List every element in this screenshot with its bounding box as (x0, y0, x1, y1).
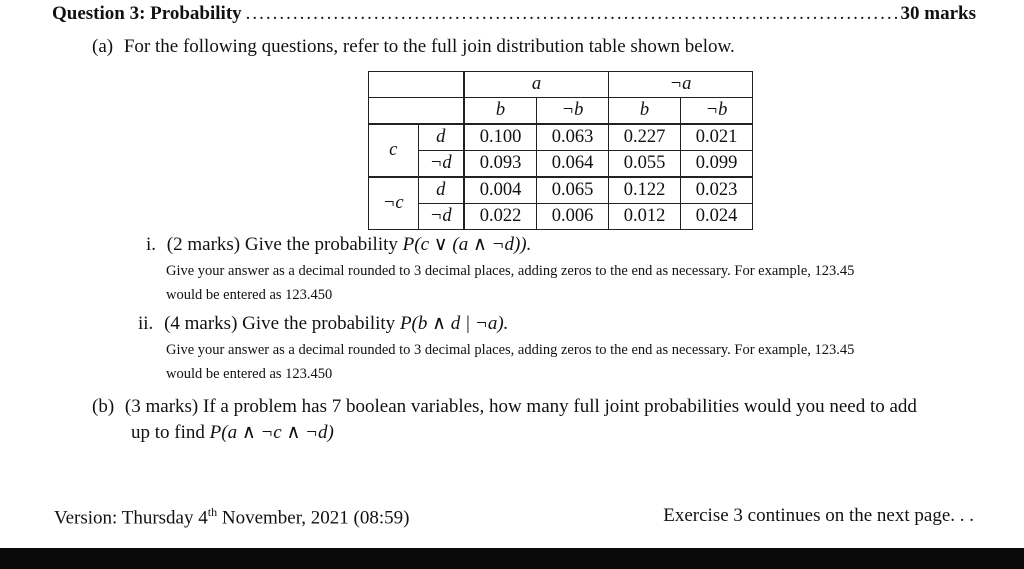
part-a-intro (92, 36, 735, 58)
row-label: d (418, 124, 464, 151)
subquestion-marks: (2 marks) (166, 234, 241, 255)
table-cell: 0.063 (537, 124, 609, 151)
version-suffix: November, 2021 (08:59) (217, 507, 410, 529)
group-label-not-c: ¬c (369, 177, 419, 230)
row-label: ¬d (418, 204, 464, 230)
subheader-not-b: ¬b (537, 98, 609, 125)
group-label-c: c (369, 124, 419, 177)
question-marks: 30 marks (900, 3, 976, 24)
table-cell: 0.100 (464, 124, 537, 151)
table-cell: 0.022 (464, 204, 537, 230)
table-cell: 0.021 (681, 124, 753, 151)
table-cell: 0.099 (681, 151, 753, 178)
answer-instructions: Give your answer as a decimal rounded to 3 decimal places, adding zeros to the end as necessary. For example, 123.45 (166, 342, 855, 358)
table-cell: 0.024 (681, 204, 753, 230)
subquestion-i (146, 233, 531, 256)
subquestion-text: Give the probability (242, 313, 396, 334)
subheader-b: b (609, 98, 681, 125)
part-b-line2 (131, 421, 334, 444)
header-not-a: ¬a (609, 72, 753, 98)
table-cell: 0.012 (609, 204, 681, 230)
table-row (369, 177, 753, 204)
table-corner-cell (369, 98, 465, 125)
dot-leader (246, 3, 897, 25)
table-row (369, 204, 753, 230)
part-a-label: (a) (92, 36, 114, 57)
answer-instructions: Give your answer as a decimal rounded to 3 decimal places, adding zeros to the end as necessary. For example, 123.45 (166, 263, 855, 279)
subquestion-number: ii. (138, 313, 154, 334)
table-cell: 0.006 (537, 204, 609, 230)
probability-expression: P(c ∨ (a ∧ ¬d)). (402, 234, 532, 255)
table-cell: 0.004 (464, 177, 537, 204)
probability-expression: P(b ∧ d | ¬a). (399, 313, 509, 334)
version-prefix: Version: Thursday 4 (54, 507, 208, 529)
version-superscript: th (207, 505, 218, 519)
table-subheader-row (369, 98, 753, 125)
part-b-label: (b) (92, 396, 115, 417)
part-b-line1 (92, 396, 917, 418)
table-cell: 0.055 (609, 151, 681, 178)
joint-distribution-table (368, 71, 753, 230)
row-label: d (418, 177, 464, 204)
question-header (52, 3, 976, 29)
subquestion-text: Give the probability (244, 234, 398, 255)
question-title: Question 3: Probability (52, 3, 242, 24)
part-a-intro-text: For the following questions, refer to the full join distribution table shown below. (123, 36, 735, 57)
probability-expression: P(a ∧ ¬c ∧ ¬d) (209, 422, 334, 443)
table-row (369, 151, 753, 178)
subheader-not-b: ¬b (681, 98, 753, 125)
table-cell: 0.023 (681, 177, 753, 204)
table-cell: 0.064 (537, 151, 609, 178)
continues-note: Exercise 3 continues on the next page. . . (663, 505, 974, 526)
subquestion-number: i. (146, 234, 157, 255)
table-cell: 0.065 (537, 177, 609, 204)
subheader-b: b (464, 98, 537, 125)
bottom-black-bar (0, 548, 1024, 569)
row-label: ¬d (418, 151, 464, 178)
part-b-prefix: up to find (131, 422, 205, 443)
part-b-question: (3 marks) If a problem has 7 boolean variables, how many full joint probabilities would you need to add (124, 396, 917, 417)
table-cell: 0.227 (609, 124, 681, 151)
answer-example: would be entered as 123.450 (166, 366, 333, 382)
table-cell: 0.093 (464, 151, 537, 178)
subquestion-ii (138, 312, 508, 335)
table-cell: 0.122 (609, 177, 681, 204)
subquestion-marks: (4 marks) (164, 313, 238, 334)
table-header-row (369, 72, 753, 98)
answer-example: would be entered as 123.450 (166, 287, 333, 303)
header-a: a (464, 72, 609, 98)
version-info (54, 505, 409, 529)
table-corner-cell (369, 72, 465, 98)
table-row (369, 124, 753, 151)
